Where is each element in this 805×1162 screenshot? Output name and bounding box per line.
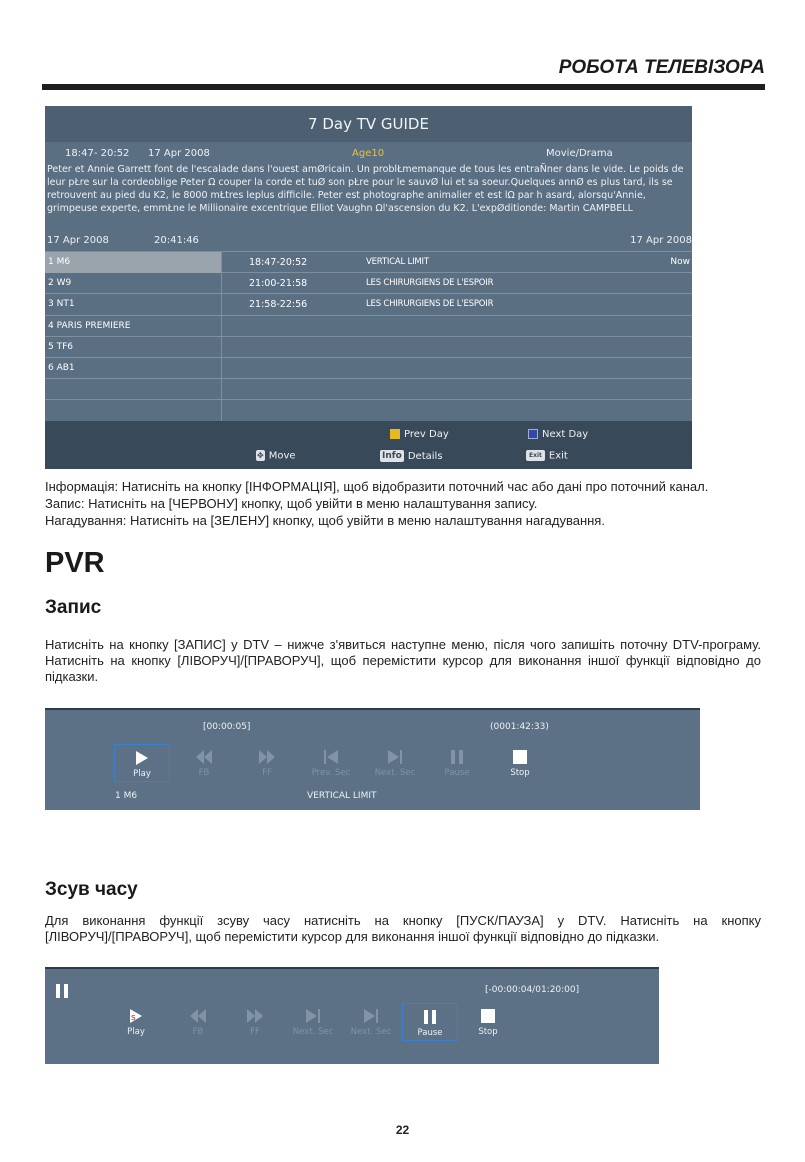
svg-text:s: s	[131, 1013, 136, 1023]
event-time: 21:58-22:56	[249, 299, 308, 310]
exit-key-icon: Exit	[526, 450, 545, 461]
timeshift-control-bar	[45, 967, 659, 1064]
record-description: Натисніть на кнопку [ЗАПИС] у DTV – нижче з'явиться наступне меню, після чого запишіть поточну DTV-програму. Натисніть на кнопку [ЛІВОРУЧ]/[ПРАВОРУЧ], щоб перемістити курсор для виконання іншої функції відповідно до підказки.	[45, 637, 761, 684]
record-channel: 1 M6	[115, 791, 138, 801]
fast-forward-icon	[247, 1009, 263, 1023]
pause-icon	[424, 1010, 436, 1024]
channel-item-tf6[interactable]: 5 TF6	[48, 342, 73, 352]
page-number: 22	[395, 1123, 410, 1137]
prev-day-label: Prev Day	[404, 429, 449, 440]
pause-button[interactable]	[429, 750, 485, 778]
move-hint	[256, 450, 296, 462]
timeshift-description: Для виконання функції зсуву часу натисніть на кнопку [ПУСК/ПАУЗА] у DTV. Натисніть на кнопку [ЛІВОРУЧ]/[ПРАВОРУЧ], щоб перемістити курсор для виконання іншої функції відповідно до підказки.	[45, 913, 761, 944]
channel-item-m6[interactable]: 1 M6	[45, 252, 221, 273]
epg-footer	[45, 421, 692, 469]
ff-label: FF	[250, 1027, 260, 1037]
event-time: 21:00-21:58	[249, 278, 308, 289]
epg-event-time: 18:47- 20:52	[65, 148, 130, 159]
reminder-line: Нагадування: Натисніть на [ЗЕЛЕНУ] кнопку, щоб увійти в меню налаштування нагадування.	[45, 513, 605, 528]
event-now-tag: Now	[670, 257, 690, 267]
fast-backward-button[interactable]	[170, 1009, 226, 1037]
next-day-label: Next Day	[542, 429, 589, 440]
channel-item-nt1[interactable]: 3 NT1	[48, 299, 75, 309]
timeshift-heading: Зсув часу	[45, 879, 138, 900]
prev-day-hint[interactable]	[390, 429, 449, 440]
next-sec-label: Next. Sec	[374, 768, 416, 778]
next-sec-label: Next. Sec	[350, 1027, 392, 1037]
stop-label: Stop	[478, 1027, 498, 1037]
page-header-title: РОБОТА ТЕЛЕВІЗОРА	[558, 57, 765, 78]
pause-label: Pause	[444, 768, 470, 778]
exit-hint[interactable]	[526, 450, 568, 462]
stop-icon	[481, 1009, 495, 1023]
rewind-icon	[196, 750, 212, 764]
bar-top-edge	[45, 708, 700, 710]
epg-screen	[45, 106, 692, 469]
stop-button[interactable]	[460, 1009, 516, 1037]
blue-key-icon	[528, 429, 538, 439]
record-elapsed-time: [00:00:05]	[203, 722, 251, 732]
play-icon	[136, 751, 148, 765]
epg-event-date: 17 Apr 2008	[148, 148, 210, 159]
next-section-button[interactable]	[367, 750, 423, 778]
next-day-hint[interactable]	[528, 429, 588, 440]
fast-forward-button[interactable]	[227, 1009, 283, 1037]
pause-icon	[451, 750, 463, 764]
record-total-time: (0001:42:33)	[490, 722, 549, 732]
info-key-icon: Info	[382, 451, 402, 461]
record-control-bar	[45, 708, 700, 810]
fast-forward-button[interactable]	[239, 750, 295, 778]
stop-icon	[513, 750, 527, 764]
next-section-button[interactable]	[285, 1009, 341, 1037]
record-program: VERTICAL LIMIT	[307, 791, 377, 801]
fb-label: FB	[198, 768, 210, 778]
pause-button[interactable]	[402, 1003, 458, 1041]
move-label: Move	[268, 450, 296, 462]
bar-top-edge	[45, 967, 659, 969]
epg-title: 7 Day TV GUIDE	[45, 106, 692, 142]
info-line: Інформація: Натисніть на кнопку [ІНФОРМАЦІЯ], щоб відобразити поточний час або дані про поточний канал.	[45, 479, 709, 494]
fb-label: FB	[192, 1027, 204, 1037]
prev-sec-label: Prev. Sec	[311, 768, 351, 778]
fast-forward-icon	[259, 750, 275, 764]
header-rule	[42, 84, 765, 90]
ff-label: FF	[262, 768, 272, 778]
skip-forward-icon	[306, 1009, 320, 1023]
play-button[interactable]	[114, 744, 170, 782]
navigation-pad-icon: ✥	[257, 451, 264, 460]
yellow-key-icon	[390, 429, 400, 439]
play-button[interactable]	[108, 1009, 164, 1037]
record-heading: Запис	[45, 597, 102, 618]
exit-label: Exit	[548, 450, 568, 462]
epg-grid-row	[45, 378, 692, 400]
event-title[interactable]: LES CHIRURGIENS DE L'ESPOIR	[366, 299, 494, 309]
epg-column-divider	[221, 251, 222, 421]
fast-backward-button[interactable]	[176, 750, 232, 778]
skip-back-icon	[324, 750, 338, 764]
stop-label: Stop	[510, 768, 530, 778]
epg-genre: Movie/Drama	[546, 148, 613, 159]
details-label: Details	[407, 451, 443, 462]
play-icon	[130, 1009, 142, 1023]
stop-button[interactable]	[492, 750, 548, 778]
epg-current-time: 20:41:46	[154, 235, 199, 246]
pause-status-icon	[56, 984, 68, 998]
epg-description: Peter et Annie Garrett font de l'escalade dans l'ouest amØricain. Un problŁmemanque de tous les entraÑner dans le vide. Le poids de leur pŁre sur la cordeoblige Peter Ω couper la corde et tuØ son pŁre pour le sauvØ lui et sa soeur.Quelques annØ es plus tard, ils se retrouvent au pied du K2, le 8000 mŁtres leplus difficile. Peter est photographe animalier et est lΩ par h asard, alorsqu'Annie, grimpeuse experte, emmŁne le Millionaire excentrique Elliot Vaughn Ωl'ascension du K2. L'expØditionde: Martin CAMPBELL	[47, 164, 684, 214]
skip-forward-icon	[364, 1009, 378, 1023]
prev-section-button[interactable]	[303, 750, 359, 778]
details-hint[interactable]	[380, 450, 443, 462]
channel-item-ab1[interactable]: 6 AB1	[48, 363, 75, 373]
skip-forward-icon	[388, 750, 402, 764]
event-time: 18:47-20:52	[249, 257, 308, 268]
timeshift-time: [-00:00:04/01:20:00]	[485, 985, 580, 995]
rewind-icon	[190, 1009, 206, 1023]
epg-grid-row	[45, 399, 692, 421]
epg-age-rating: Age10	[352, 148, 385, 159]
next-section-button[interactable]	[343, 1009, 399, 1037]
epg-current-date: 17 Apr 2008	[47, 235, 109, 246]
event-title[interactable]: LES CHIRURGIENS DE L'ESPOIR	[366, 278, 494, 288]
play-label: Play	[127, 1027, 145, 1037]
pvr-heading: PVR	[45, 547, 105, 579]
channel-item-w9[interactable]: 2 W9	[48, 278, 72, 288]
next-sec-label: Next. Sec	[292, 1027, 334, 1037]
pause-label: Pause	[417, 1028, 443, 1038]
channel-item-paris-premiere[interactable]: 4 PARIS PREMIERE	[48, 321, 131, 331]
record-line: Запис: Натисніть на [ЧЕРВОНУ] кнопку, щоб увійти в меню налаштування запису.	[45, 496, 538, 511]
event-title[interactable]: VERTICAL LIMIT	[366, 257, 429, 267]
play-label: Play	[133, 769, 151, 779]
epg-grid-date: 17 Apr 2008	[630, 235, 692, 246]
